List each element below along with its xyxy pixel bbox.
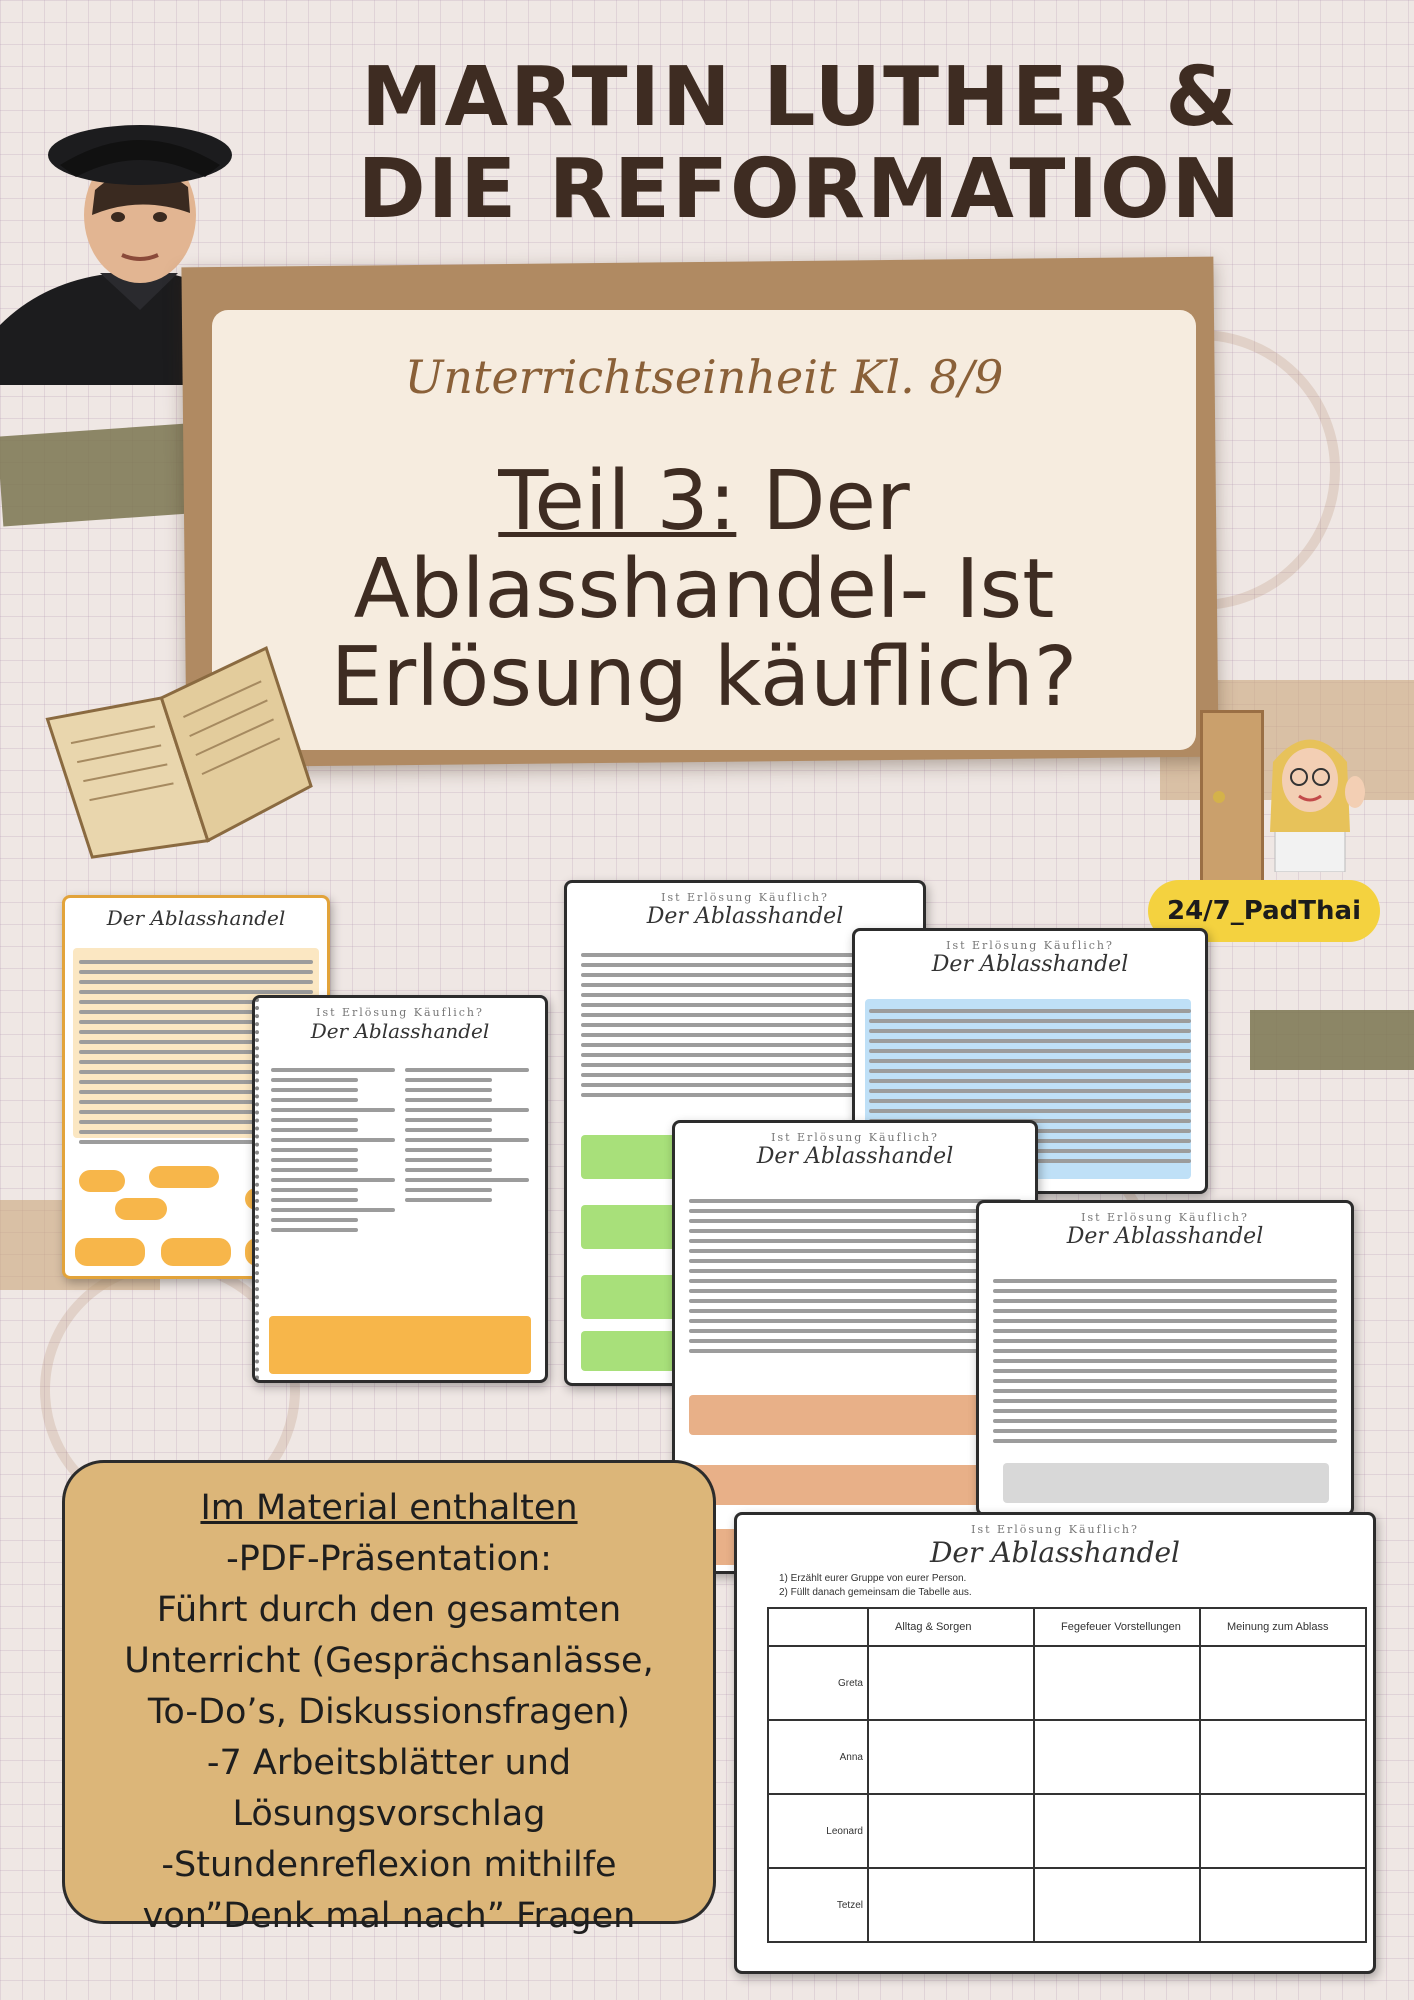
worksheet-table-preview [734,1512,1376,1974]
column-header: Alltag & Sorgen [868,1608,1034,1646]
materials-line: -7 Arbeitsblätter und [206,1743,572,1783]
binder-edge [255,998,263,1380]
worksheet-header [737,1523,1373,1569]
table-cell [1034,1646,1200,1720]
worksheet-title: Der Ablasshandel [1066,1224,1264,1249]
worksheet-title: Der Ablasshandel [929,1536,1181,1569]
part-title-line-2: Ablasshandel- Ist [353,542,1055,637]
materials-box [62,1460,716,1936]
row-person: Tetzel [768,1868,868,1942]
worksheet-header [65,906,327,930]
text-lines [993,1279,1337,1449]
worksheet-title: Der Ablasshandel [931,952,1129,977]
table-cell [1034,1868,1200,1942]
row-person: Anna [768,1720,868,1794]
materials-line: -Stundenreflexion mithilfe [161,1845,617,1885]
part-title [220,454,1188,725]
quiz-lines [271,1068,395,1238]
concept-bubble [75,1238,145,1266]
table-cell [1034,1720,1200,1794]
table-cell [1200,1646,1366,1720]
part-label: Teil 3: [498,454,737,549]
task-1: 1) Erzählt eurer Gruppe von eurer Person. [779,1573,967,1584]
part-title-line-3: Erlösung käuflich? [330,630,1078,725]
table-cell [1200,1794,1366,1868]
concept-bubble [115,1198,167,1220]
answer-box [689,1395,1019,1435]
title-line-2: DIE REFORMATION [357,142,1243,237]
worksheet-kicker: Ist Erlösung Käuflich? [661,891,829,904]
worksheet-kicker: Ist Erlösung Käuflich? [316,1006,484,1019]
worksheet-title: Der Ablasshandel [756,1144,954,1169]
worksheet-kicker: Ist Erlösung Käuflich? [1081,1211,1249,1224]
materials-line: Lösungsvorschlag [232,1794,546,1834]
column-header: Meinung zum Ablass [1200,1608,1366,1646]
worksheet-header [675,1131,1035,1169]
materials-list [65,1483,713,1942]
materials-line: von”Denk mal nach” Fragen [142,1896,636,1936]
materials-line: -PDF-Präsentation: [226,1539,552,1579]
worksheet-kicker: Ist Erlösung Käuflich? [771,1131,939,1144]
table-row [768,1868,1366,1942]
row-person: Leonard [768,1794,868,1868]
worksheet-header [855,939,1205,977]
task-2: 2) Füllt danach gemeinsam die Tabelle aus. [779,1587,972,1598]
materials-line: To-Do’s, Diskussionsfragen) [147,1692,631,1732]
torn-paper [0,423,193,526]
materials-line: Führt durch den gesamten [156,1590,622,1630]
table-cell [1034,1794,1200,1868]
answer-box [1003,1463,1329,1503]
column-header: Fegefeuer Vorstellungen [1034,1608,1200,1646]
title-line-1: MARTIN LUTHER & [361,50,1239,145]
text-lines [689,1199,1021,1359]
worksheet-kicker: Ist Erlösung Käuflich? [971,1523,1139,1536]
table-row [768,1646,1366,1720]
table-cell [868,1794,1034,1868]
worksheet-title: Der Ablasshandel [310,1019,490,1043]
table-row [768,1720,1366,1794]
table-cell [1200,1868,1366,1942]
brand-badge: 24/7_PadThai [1148,880,1380,942]
quiz-lines [405,1068,529,1208]
materials-heading: Im Material enthalten [200,1488,578,1528]
answer-box [689,1465,1019,1505]
worksheet-header [255,1006,545,1043]
table-cell [868,1868,1034,1942]
worksheet-preview [252,995,548,1383]
page-title [230,52,1370,236]
table-row [768,1794,1366,1868]
concept-bubble [79,1170,125,1192]
worksheet-preview [976,1200,1354,1516]
table-cell [868,1720,1034,1794]
comparison-table [767,1607,1367,1943]
table-header-row [768,1608,1366,1646]
worksheet-kicker: Ist Erlösung Käuflich? [946,939,1114,952]
table-corner [768,1608,868,1646]
torn-paper [1250,1010,1414,1070]
course-subtitle: Unterrichtseinheit Kl. 8/9 [404,350,1004,404]
answer-box [269,1316,531,1374]
concept-bubble [149,1166,219,1188]
worksheet-title: Der Ablasshandel [106,906,286,930]
table-cell [1200,1720,1366,1794]
worksheet-header [567,891,923,929]
row-person: Greta [768,1646,868,1720]
author-avatar [1255,722,1365,872]
concept-bubble [161,1238,231,1266]
part-title-line-1: Der [762,454,910,549]
materials-line: Unterricht (Gesprächsanlässe, [124,1641,654,1681]
table-cell [868,1646,1034,1720]
worksheet-title: Der Ablasshandel [646,904,844,929]
worksheet-header [979,1211,1351,1249]
